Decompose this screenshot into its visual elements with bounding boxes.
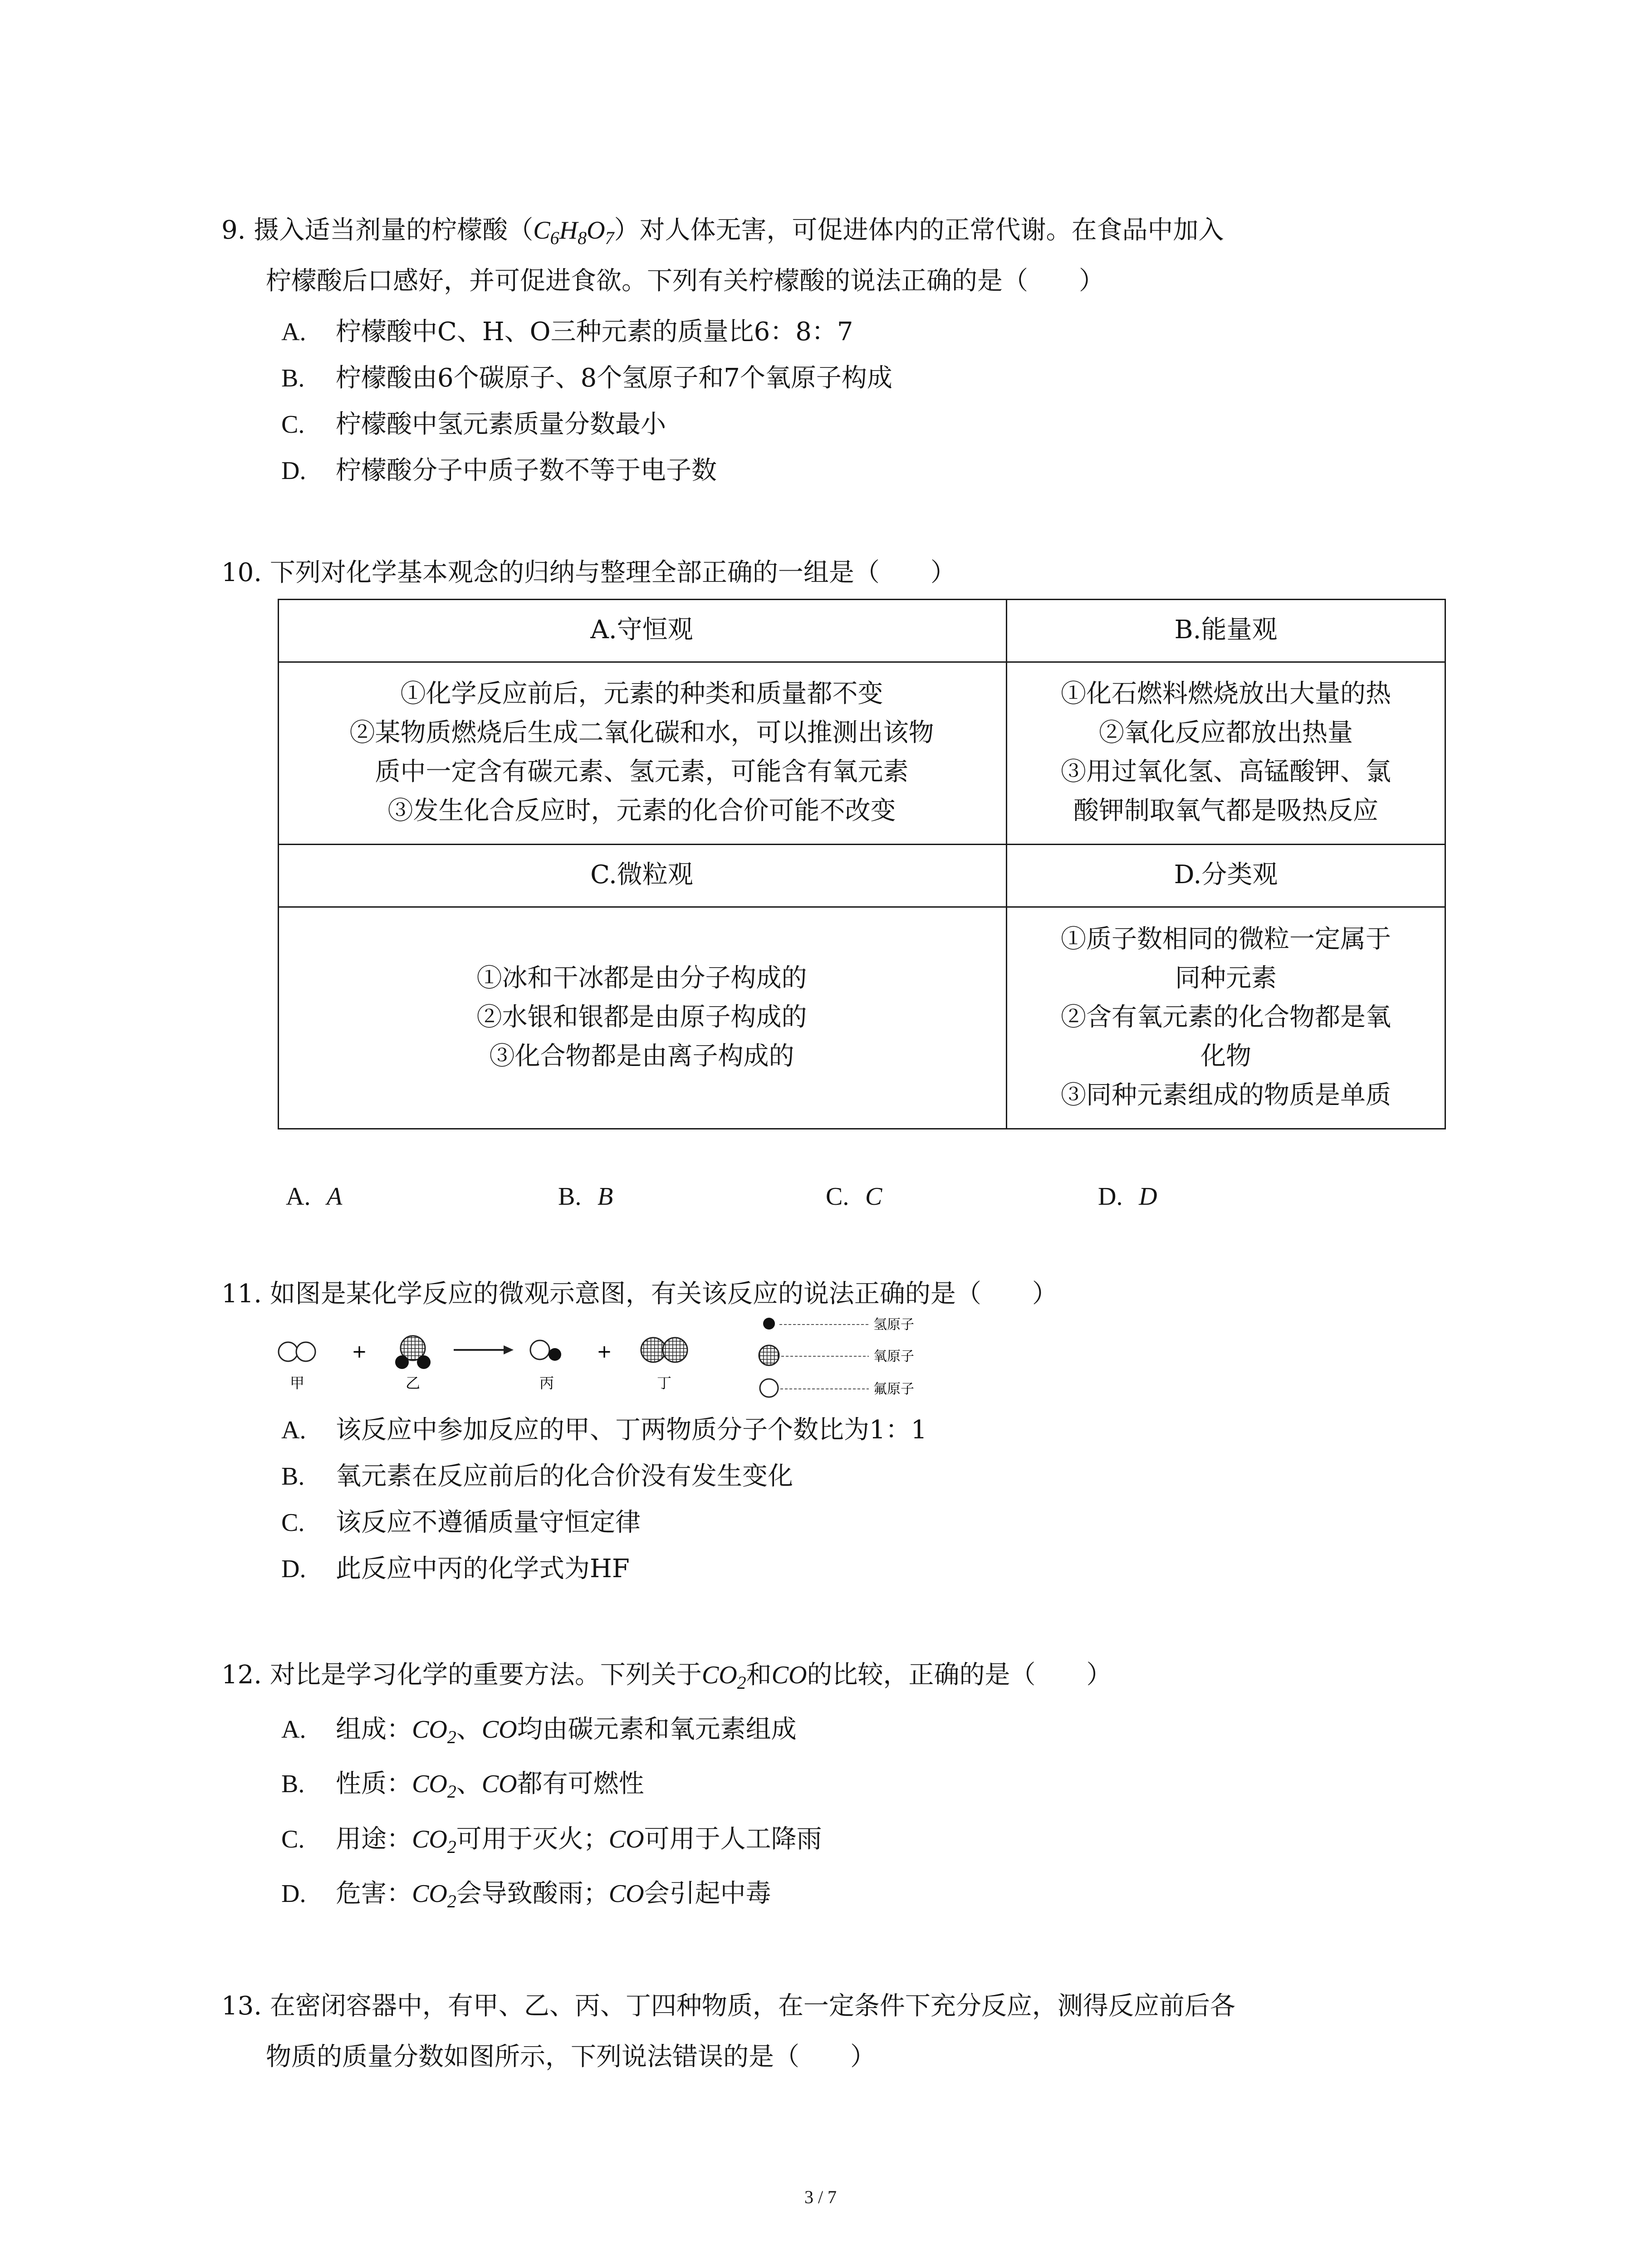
reaction-arrow <box>454 1345 514 1354</box>
q11-option-c[interactable]: C. 该反应不遵循质量守恒定律 <box>281 1508 641 1537</box>
q12-option-a[interactable]: A. 组成：$CO_2$、CO均由碳元素和氧元素组成 <box>281 1715 797 1747</box>
q12-number: 12. <box>221 1660 262 1690</box>
reaction-diagram <box>277 1315 957 1406</box>
q9-stem-part: ）对人体无害，可促进体内的正常代谢。在食品中加入 <box>614 215 1224 245</box>
product-bing-molecule <box>530 1340 561 1361</box>
q9-option-c[interactable]: C. 柠檬酸中氢元素质量分数最小 <box>281 410 666 439</box>
q9-stem-line-1 <box>221 213 1224 248</box>
legend-fluorine: 氟原子 <box>873 1381 914 1397</box>
diagram-legend <box>759 1317 914 1397</box>
q10-number: 10. <box>221 558 262 587</box>
label-jia: 甲 <box>289 1374 305 1392</box>
table-cell-a: ①化学反应前后，元素的种类和质量都不变 ②某物质燃烧后生成二氧化碳和水，可以推测出该物 质中一定含有碳元素、氢元素，可能含有氧元素 ③发生化合反应时，元素的化合价可能不改变 <box>349 679 934 826</box>
q10-answer-b[interactable]: B. B <box>558 1183 613 1211</box>
reactant-yi-molecule <box>395 1336 431 1369</box>
q9-stem-line-2: 柠檬酸后口感好，并可促进食欲。下列有关柠檬酸的说法正确的是（ ） <box>266 266 1104 296</box>
q11-option-b[interactable]: B. 氧元素在反应前后的化合价没有发生变化 <box>281 1461 793 1491</box>
q9-option-b[interactable]: B. 柠檬酸由6个碳原子、8个氢原子和7个氧原子构成 <box>281 363 892 393</box>
label-yi: 乙 <box>405 1374 421 1392</box>
product-ding-molecule <box>641 1338 687 1362</box>
table-header-b: B.能量观 <box>1174 615 1278 645</box>
q10-answer-d[interactable]: D. D <box>1098 1183 1157 1211</box>
co-formula: CO <box>771 1661 807 1689</box>
q13-number: 13. <box>221 1991 262 2021</box>
q9-stem-part: 摄入适当剂量的柠檬酸（ <box>254 215 534 245</box>
label-bing: 丙 <box>539 1374 554 1392</box>
reactant-jia-molecule <box>279 1342 315 1361</box>
page-number: 3 / 7 <box>804 2187 837 2207</box>
q9-option-d[interactable]: D. 柠檬酸分子中质子数不等于电子数 <box>281 456 717 485</box>
table-cell-b: ①化石燃料燃烧放出大量的热 ②氧化反应都放出热量 ③用过氧化氢、高锰酸钾、氯 酸钾制取氧气都是吸热反应 <box>1061 679 1391 826</box>
q9-option-a[interactable]: A. 柠檬酸中C、H、O三种元素的质量比6：8：7 <box>281 317 853 347</box>
table-header-c: C.微粒观 <box>590 860 693 890</box>
concept-table <box>278 599 1446 1129</box>
label-ding: 丁 <box>656 1374 672 1392</box>
q13-stem-line-2: 物质的质量分数如图所示，下列说法错误的是（ ） <box>266 2042 876 2072</box>
q12-stem: 12. 对比是学习化学的重要方法。下列关于$CO_2$和CO的比较，正确的是（ ） <box>221 1660 1112 1693</box>
q12-option-c[interactable]: C. 用途：$CO_2$可用于灭火；CO可用于人工降雨 <box>281 1824 822 1857</box>
table-header-d: D.分类观 <box>1174 860 1278 890</box>
plus-sign: + <box>352 1341 367 1362</box>
q12-option-d[interactable]: D. 危害：$CO_2$会导致酸雨；CO会引起中毒 <box>281 1879 771 1911</box>
q11-stem: 11. 如图是某化学反应的微观示意图，有关该反应的说法正确的是（ ） <box>221 1279 1058 1309</box>
table-header-a: A.守恒观 <box>590 615 693 645</box>
legend-oxygen: 氧原子 <box>873 1349 914 1364</box>
q11-option-a[interactable]: A. 该反应中参加反应的甲、丁两物质分子个数比为1：1 <box>281 1415 927 1445</box>
q13-stem-line-1: 13. 在密闭容器中，有甲、乙、丙、丁四种物质，在一定条件下充分反应，测得反应前后各 <box>221 1991 1235 2021</box>
q11-number: 11. <box>221 1279 262 1309</box>
legend-hydrogen: 氢原子 <box>873 1317 914 1333</box>
citric-acid-formula: $C_6H_8O_7$ <box>533 216 614 248</box>
q12-option-b[interactable]: B. 性质：$CO_2$、CO都有可燃性 <box>281 1769 644 1802</box>
table-cell-d: ①质子数相同的微粒一定属于 同种元素 ②含有氧元素的化合物都是氧 化物 ③同种元素组成的物质是单质 <box>1061 924 1391 1110</box>
co2-formula: $CO_2$ <box>701 1661 746 1693</box>
q11-option-d[interactable]: D. 此反应中丙的化学式为HF <box>281 1554 630 1584</box>
table-cell-c: ①冰和干冰都是由分子构成的 ②水银和银都是由原子构成的 ③化合物都是由离子构成的 <box>476 963 807 1071</box>
q10-answer-c[interactable]: C. C <box>826 1183 882 1211</box>
plus-sign: + <box>597 1341 612 1362</box>
q10-stem: 10. 下列对化学基本观念的归纳与整理全部正确的一组是（ ） <box>221 558 956 587</box>
q10-answer-a[interactable]: A. A <box>286 1183 343 1211</box>
q9-number: 9. <box>221 215 246 245</box>
